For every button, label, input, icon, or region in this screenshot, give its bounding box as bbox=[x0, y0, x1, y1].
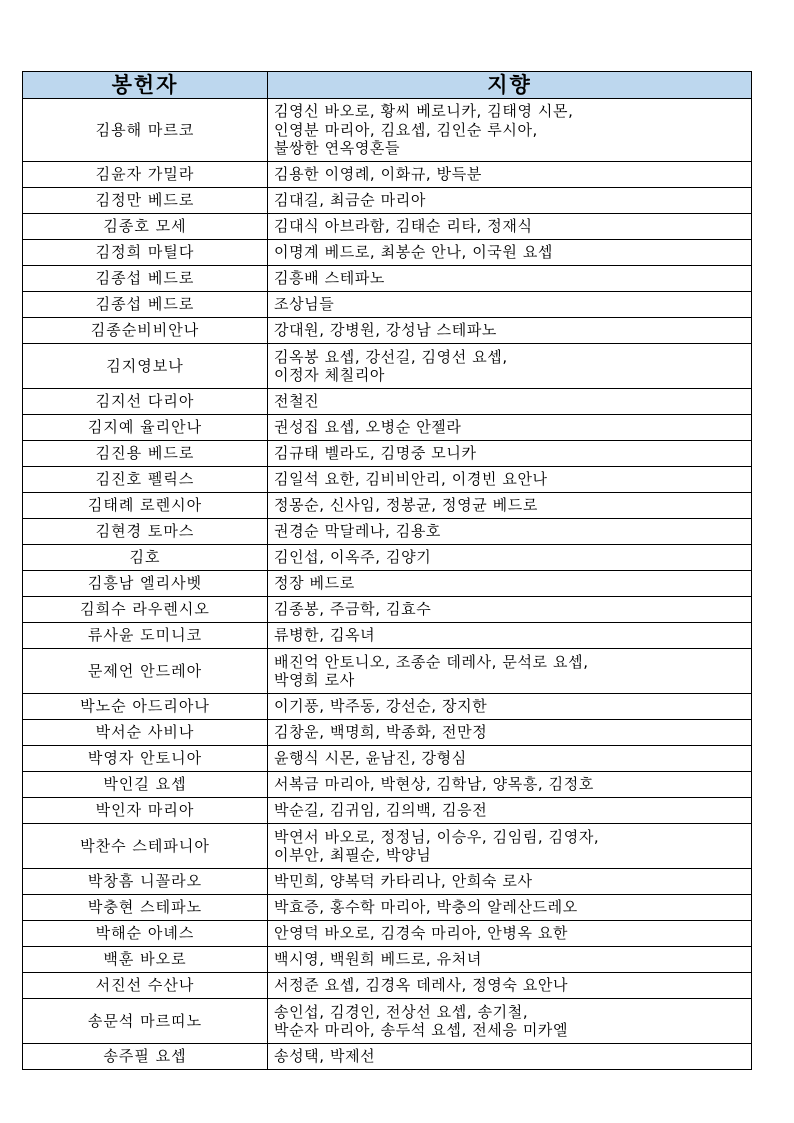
intention-cell: 송성택, 박제선 bbox=[268, 1044, 752, 1070]
table-row bbox=[23, 545, 752, 571]
intention-cell: 김옥봉 요셉, 강선길, 김영선 요셉, 이정자 체칠리아 bbox=[268, 344, 752, 389]
table-row bbox=[23, 824, 752, 869]
table-row bbox=[23, 895, 752, 921]
donor-cell: 류사윤 도미니코 bbox=[23, 623, 268, 649]
intention-cell: 배진억 안토니오, 조종순 데레사, 문석로 요셉, 박영희 로사 bbox=[268, 649, 752, 694]
donor-cell: 송주필 요셉 bbox=[23, 1044, 268, 1070]
table-body bbox=[23, 99, 752, 1070]
table-row bbox=[23, 623, 752, 649]
table-row bbox=[23, 519, 752, 545]
table-row bbox=[23, 214, 752, 240]
intention-cell: 권성집 요셉, 오병순 안젤라 bbox=[268, 415, 752, 441]
intention-cell: 백시영, 백원희 베드로, 유처녀 bbox=[268, 947, 752, 973]
table-row bbox=[23, 389, 752, 415]
intention-cell: 강대원, 강병원, 강성남 스테파노 bbox=[268, 318, 752, 344]
intention-cell: 김창운, 백명희, 박종화, 전만정 bbox=[268, 720, 752, 746]
table-row bbox=[23, 415, 752, 441]
intention-cell: 정장 베드로 bbox=[268, 571, 752, 597]
donor-cell: 김종섭 베드로 bbox=[23, 266, 268, 292]
donor-cell: 박노순 아드리아나 bbox=[23, 694, 268, 720]
intention-cell: 전철진 bbox=[268, 389, 752, 415]
table-row bbox=[23, 1044, 752, 1070]
intention-cell: 김종봉, 주금학, 김효수 bbox=[268, 597, 752, 623]
donor-cell: 박창흠 니꼴라오 bbox=[23, 869, 268, 895]
table-row bbox=[23, 772, 752, 798]
intention-cell: 서정준 요셉, 김경옥 데레사, 정영숙 요안나 bbox=[268, 973, 752, 999]
donor-intention-table bbox=[22, 71, 752, 1070]
table-row bbox=[23, 746, 752, 772]
donor-cell: 김흥남 엘리사벳 bbox=[23, 571, 268, 597]
table-row bbox=[23, 467, 752, 493]
header-intention: 지향 bbox=[268, 72, 752, 99]
table-row bbox=[23, 869, 752, 895]
donor-cell: 박영자 안토니아 bbox=[23, 746, 268, 772]
donor-cell: 김윤자 가밀라 bbox=[23, 162, 268, 188]
intention-cell: 안영덕 바오로, 김경숙 마리아, 안병옥 요한 bbox=[268, 921, 752, 947]
table-row bbox=[23, 597, 752, 623]
donor-cell: 김진용 베드로 bbox=[23, 441, 268, 467]
donor-cell: 박충현 스테파노 bbox=[23, 895, 268, 921]
intention-cell: 김영신 바오로, 황씨 베로니카, 김태영 시몬, 인영분 마리아, 김요셉, 김인순 루시아, 불쌍한 연옥영혼들 bbox=[268, 99, 752, 162]
table-row bbox=[23, 266, 752, 292]
intention-cell: 박순길, 김귀임, 김의백, 김응전 bbox=[268, 798, 752, 824]
intention-cell: 박효증, 홍수학 마리아, 박충의 알레산드레오 bbox=[268, 895, 752, 921]
table-row bbox=[23, 720, 752, 746]
table-row bbox=[23, 921, 752, 947]
donor-cell: 박인길 요셉 bbox=[23, 772, 268, 798]
table-row bbox=[23, 188, 752, 214]
intention-cell: 이기풍, 박주동, 강선순, 장지한 bbox=[268, 694, 752, 720]
donor-cell: 백훈 바오로 bbox=[23, 947, 268, 973]
donor-cell: 김태례 로렌시아 bbox=[23, 493, 268, 519]
donor-cell: 김현경 토마스 bbox=[23, 519, 268, 545]
intention-cell: 김흥배 스테파노 bbox=[268, 266, 752, 292]
donor-cell: 김희수 라우렌시오 bbox=[23, 597, 268, 623]
intention-cell: 김인섭, 이옥주, 김양기 bbox=[268, 545, 752, 571]
intention-cell: 윤행식 시몬, 윤남진, 강형심 bbox=[268, 746, 752, 772]
table-row bbox=[23, 999, 752, 1044]
intention-cell: 박민희, 양복덕 카타리나, 안희숙 로사 bbox=[268, 869, 752, 895]
table-row bbox=[23, 649, 752, 694]
donor-cell: 박인자 마리아 bbox=[23, 798, 268, 824]
intention-cell: 권경순 막달레나, 김용호 bbox=[268, 519, 752, 545]
donor-cell: 김지영보나 bbox=[23, 344, 268, 389]
table-row bbox=[23, 694, 752, 720]
donor-cell: 김종섭 베드로 bbox=[23, 292, 268, 318]
table-row bbox=[23, 947, 752, 973]
intention-cell: 김용한 이영례, 이화규, 방득분 bbox=[268, 162, 752, 188]
table-row bbox=[23, 99, 752, 162]
donor-cell: 서진선 수산나 bbox=[23, 973, 268, 999]
donor-cell: 김종호 모세 bbox=[23, 214, 268, 240]
table-row bbox=[23, 441, 752, 467]
header-donor: 봉헌자 bbox=[23, 72, 268, 99]
donor-cell: 박서순 사비나 bbox=[23, 720, 268, 746]
table-row bbox=[23, 493, 752, 519]
intention-cell: 류병한, 김옥녀 bbox=[268, 623, 752, 649]
intention-cell: 김대식 아브라함, 김태순 리타, 정재식 bbox=[268, 214, 752, 240]
table-row bbox=[23, 571, 752, 597]
donor-cell: 김정희 마틸다 bbox=[23, 240, 268, 266]
table-row bbox=[23, 162, 752, 188]
donor-cell: 김호 bbox=[23, 545, 268, 571]
intention-cell: 이명계 베드로, 최봉순 안나, 이국원 요셉 bbox=[268, 240, 752, 266]
donor-cell: 송문석 마르띠노 bbox=[23, 999, 268, 1044]
intention-cell: 김규태 벨라도, 김명중 모니카 bbox=[268, 441, 752, 467]
donor-cell: 박찬수 스테파니아 bbox=[23, 824, 268, 869]
donor-cell: 김진호 펠릭스 bbox=[23, 467, 268, 493]
table-row bbox=[23, 973, 752, 999]
table-row bbox=[23, 240, 752, 266]
donor-cell: 김지예 율리안나 bbox=[23, 415, 268, 441]
intention-cell: 김일석 요한, 김비비안리, 이경빈 요안나 bbox=[268, 467, 752, 493]
table-header bbox=[23, 72, 752, 99]
intention-cell: 정몽순, 신사임, 정봉균, 정영균 베드로 bbox=[268, 493, 752, 519]
intention-cell: 박연서 바오로, 정정님, 이승우, 김임림, 김영자, 이부안, 최필순, 박양님 bbox=[268, 824, 752, 869]
intention-cell: 서복금 마리아, 박현상, 김학남, 양목흥, 김정호 bbox=[268, 772, 752, 798]
donor-cell: 문제언 안드레아 bbox=[23, 649, 268, 694]
intention-cell: 송인섭, 김경인, 전상선 요셉, 송기철, 박순자 마리아, 송두석 요셉, 전세응 미카엘 bbox=[268, 999, 752, 1044]
donor-cell: 박해순 아녜스 bbox=[23, 921, 268, 947]
donor-cell: 김지선 다리아 bbox=[23, 389, 268, 415]
table-row bbox=[23, 344, 752, 389]
intention-cell: 조상님들 bbox=[268, 292, 752, 318]
table-row bbox=[23, 318, 752, 344]
intention-cell: 김대길, 최금순 마리아 bbox=[268, 188, 752, 214]
donor-cell: 김종순비비안나 bbox=[23, 318, 268, 344]
table-row bbox=[23, 292, 752, 318]
table-row bbox=[23, 798, 752, 824]
donor-cell: 김정만 베드로 bbox=[23, 188, 268, 214]
donor-cell: 김용해 마르코 bbox=[23, 99, 268, 162]
